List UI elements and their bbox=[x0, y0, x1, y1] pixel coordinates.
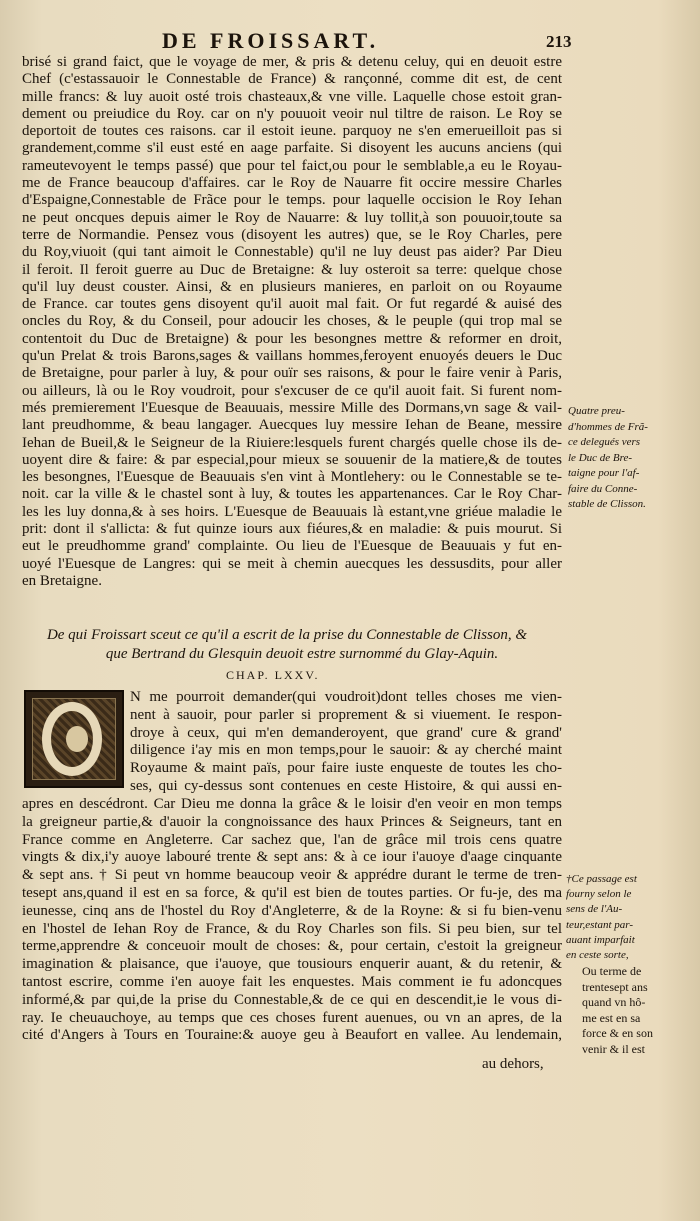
chapter-heading bbox=[22, 626, 552, 664]
text-line: mille francs: & luy auoit osté trois chasteaux,& vne ville. Laquelle chose estoit gran- bbox=[22, 88, 562, 105]
margin-line: faire du Conne- bbox=[568, 482, 638, 495]
text-line: de France. car toutes gens disoyent qu'il auoit mal fait. Or fut regardé & auisé des bbox=[22, 296, 562, 313]
text-line: de Bretaigne, pour parler à luy, & pour ouïr ses raisons, & pour le faire venir à Paris, bbox=[22, 365, 562, 382]
margin-line: quand vn hô- bbox=[582, 995, 646, 1010]
margin-line: taigne pour l'af- bbox=[568, 467, 640, 479]
text-line: terme,apprendre & conceuoir moult de choses: &, pour certain, c'estoit la greigneur bbox=[22, 938, 562, 955]
text-line: rameutevoyent le temps passé) que pour tel faict,ou pour le semblable,a eu le Royau- bbox=[22, 157, 562, 174]
text-line: tantost escrire, comme i'en auoye fait les enquestes. Mais comment ie fu adoncques bbox=[22, 973, 562, 990]
page-header bbox=[0, 28, 700, 54]
text-line: les besongnes, l'Euesque de Beauuais s'en vint à Montlehery: ou le Connestable se te- bbox=[22, 469, 562, 486]
text-line: apres en descédront. Car Dieu me donna la grâce & le loisir d'en veoir en mon temps bbox=[22, 796, 562, 812]
text-line: il feroit. Il feroit guerre au Duc de Bretaigne: & luy osteroit sa terre: quelque chose bbox=[22, 261, 562, 278]
text-line: vingts & dix,i'y auoye labouré trente & sept ans: & à ce iour i'auoye d'aage cinquante bbox=[22, 849, 562, 866]
margin-line: me est en sa bbox=[582, 1010, 641, 1025]
margin-note-3 bbox=[582, 964, 682, 1058]
text-line: informé,& par qui,de la prise du Connestable,& de ce qui en descendit,ie le vous di- bbox=[22, 991, 562, 1008]
text-line: cité d'Angers à Tours en Touraine:& auoye geu à Beaufort en vallee. Au lendemain, bbox=[22, 1027, 562, 1044]
text-line: nent à sauoir, pour parler si proprement & si viuement. Ie respon- bbox=[130, 706, 562, 723]
catchword: au dehors, bbox=[482, 1056, 544, 1072]
margin-line: venir & il est bbox=[582, 1041, 645, 1056]
text-line: grandement,comme s'il eust esté en aage parfaite. Si disoyent les aucuns anciens (qui bbox=[22, 140, 562, 157]
text-line: Royaume & maint païs, pour faire iuste enqueste de toutes les cho- bbox=[130, 760, 562, 777]
text-line: ne peut oncques depuis aimer le Roy de Nauarre: & luy tollit,à son pouuoir,toute sa bbox=[22, 209, 562, 226]
text-line: me de France beaucoup d'affaires. car le Roy de Nauarre fit occire messire Charles bbox=[22, 175, 562, 192]
paragraph-1 bbox=[22, 54, 562, 590]
margin-line: trentesept ans bbox=[582, 979, 648, 994]
margin-line: le Duc de Bre- bbox=[568, 451, 633, 464]
margin-line: fourny selon le bbox=[566, 888, 632, 901]
margin-line: teur,estant par- bbox=[566, 918, 633, 931]
text-line: qu'un Prelat & trois Barons,sages & vaillans hommes,feroyent enuoyés deuers le Duc bbox=[22, 348, 562, 365]
text-line: deportoit de toutes ces raisons. car il estoit ieune. parquoy ne s'en emerueilloit pas si bbox=[22, 123, 562, 140]
paragraph-2 bbox=[130, 689, 562, 796]
text-line: France comme en Angleterre. Car sachez que, l'an de grâce mil trois cens quatre bbox=[22, 831, 562, 848]
folio-number: 213 bbox=[546, 32, 572, 51]
text-line: brisé si grand faict, que le voyage de mer, & pris & detenu celuy, qui en deuoit estre bbox=[22, 54, 562, 70]
text-line: N me pourroit demander(qui voudroit)dont telles choses me vien- bbox=[130, 689, 562, 705]
decorated-initial-o bbox=[24, 690, 124, 788]
text-line: contentoit du Duc de Bretaigne) & pour les besongnes mettre & reformer en droit, bbox=[22, 330, 562, 347]
text-line: uoyé l'Euesque de Langres: qui se meit à chemin auecques les dessusdits, pour aller bbox=[22, 555, 562, 572]
margin-line: d'hommes de Frã- bbox=[568, 420, 648, 433]
chapter-heading-line-1: De qui Froissart sceut ce qu'il a escrit de la prise du Connestable de Clisson, & bbox=[46, 627, 528, 643]
text-line: terre de Normandie. Pensez vous (disoyent les autres) que, se le Roy Charles, pere bbox=[22, 226, 562, 243]
text-line: tesept ans,quand il est en sa force, & qu'il est bien de toutes parties. Or fu-je, des ma bbox=[22, 884, 562, 901]
running-title: DE FROISSART. bbox=[162, 28, 380, 53]
text-line: & sept ans. † Si peut vn homme beaucoup veoir & apprédre durant le terme de tren- bbox=[22, 867, 562, 884]
text-line: diligence i'ay mis en mon temps,pour le sauoir: & ay cherché maint bbox=[130, 742, 562, 759]
text-line: lant preudhomme, & beau langager. Auecques luy messire Iehan de Beane, messire bbox=[22, 417, 562, 434]
text-line: més premierement l'Euesque de Beauuais, messire Mille des Dormans,vn sage & vail- bbox=[22, 399, 562, 416]
text-line: ieunesse, cinq ans de l'hostel du Roy d'Angleterre, & de la Royne: & si fu bien-venu bbox=[22, 902, 562, 919]
text-line: en l'hostel de Iehan Roy de France, & du Roy Charles son fils. Si peu bien, sur tel bbox=[22, 920, 562, 937]
margin-line: sens de l'Au- bbox=[566, 903, 623, 916]
margin-line: stable de Clisson. bbox=[568, 498, 646, 510]
text-line: droye à ceux, qui m'en demanderoyent, que grand' cure & grand' bbox=[130, 724, 562, 741]
text-line: noit. car la ville & le chastel sont à luy, & toutes les appartenances. Car le Roy Char- bbox=[22, 486, 562, 503]
margin-line: †Ce passage est bbox=[566, 873, 637, 885]
text-line: en Bretaigne. bbox=[22, 572, 102, 589]
margin-line: auant imparfait bbox=[566, 933, 635, 946]
text-line: uoyent dire & faire: & par especial,pour mieux se souuenir de la matiere,& de toutes bbox=[22, 451, 562, 468]
initial-face-icon bbox=[66, 726, 88, 752]
text-line: les les luy donna,& à ses hoirs. L'Euesque de Beauuais là estant,vne griéue maladie le bbox=[22, 503, 562, 520]
text-line: imagination & plaisance, que i'auoye, que tousiours enquerir auant, & du retenir, & bbox=[22, 956, 562, 973]
text-line: Iehan de Bueil,& le Seigneur de la Riuiere:lesquels furent chargés quelle chose ils de- bbox=[22, 434, 562, 451]
text-line: la greigneur partie,& d'auoir la congnoissance des haux Princes & Seigneurs, tant en bbox=[22, 813, 562, 830]
text-line: Chef (c'estassauoir le Connestable de France) & rançonné, comme dit est, de cent bbox=[22, 71, 562, 88]
margin-line: en ceste sorte, bbox=[566, 949, 629, 962]
chapter-number: CHAP. LXXV. bbox=[226, 668, 320, 682]
margin-line: force & en son bbox=[582, 1026, 653, 1041]
text-line: oncles du Roy, & du Conseil, pour adoucir les choses, & le peuple (qui trop mal se bbox=[22, 313, 562, 330]
chapter-heading-line-2: que Bertrand du Glesquin deuoit estre surnommé du Glay-Aquin. bbox=[105, 646, 499, 662]
text-line: ray. Ie cheuauchoye, au temps que ces choses furent auenues, ou vn an apres, de la bbox=[22, 1009, 562, 1026]
margin-note-1 bbox=[568, 404, 678, 513]
margin-line: Ou terme de bbox=[582, 964, 642, 978]
margin-note-2 bbox=[566, 872, 686, 963]
margin-line: Quatre preu- bbox=[568, 405, 625, 417]
text-line: ou ailleurs, là ou le Roy voudroit, pour s'excuser de ce qu'il auoit fait. Si furent nom- bbox=[22, 382, 562, 399]
text-line: eut le preudhomme grand' complainte. Ou lieu de l'Euesque de Beauuais y fut en- bbox=[22, 538, 562, 555]
text-line: dement ou preiudice du Roy. car on n'y pouuoit veoir nul tiltre de raison. Le Roy se bbox=[22, 105, 562, 122]
text-line: prit: dont il s'allicta: & fut quinze iours aux fiéures,& en maladie: & puis mourut. Si bbox=[22, 521, 562, 538]
text-line: du Roy,viuoit (qui tant aimoit le Connestable) qu'il ne luy deust pas aider? Par Dieu bbox=[22, 244, 562, 261]
text-line: d'Espaigne,Connestable de Frãce pour le temps. pour laquelle occision le Roy Iehan bbox=[22, 192, 562, 209]
text-line: ses, qui cy-dessus sont contenues en ceste Histoire, & qui aussi en- bbox=[130, 777, 562, 794]
margin-line: ce delegués vers bbox=[568, 436, 641, 448]
paragraph-3 bbox=[22, 796, 562, 1045]
text-line: qu'il luy deust couster. Ainsi, & en plusieurs manieres, en parloit on ou Royaume bbox=[22, 278, 562, 295]
